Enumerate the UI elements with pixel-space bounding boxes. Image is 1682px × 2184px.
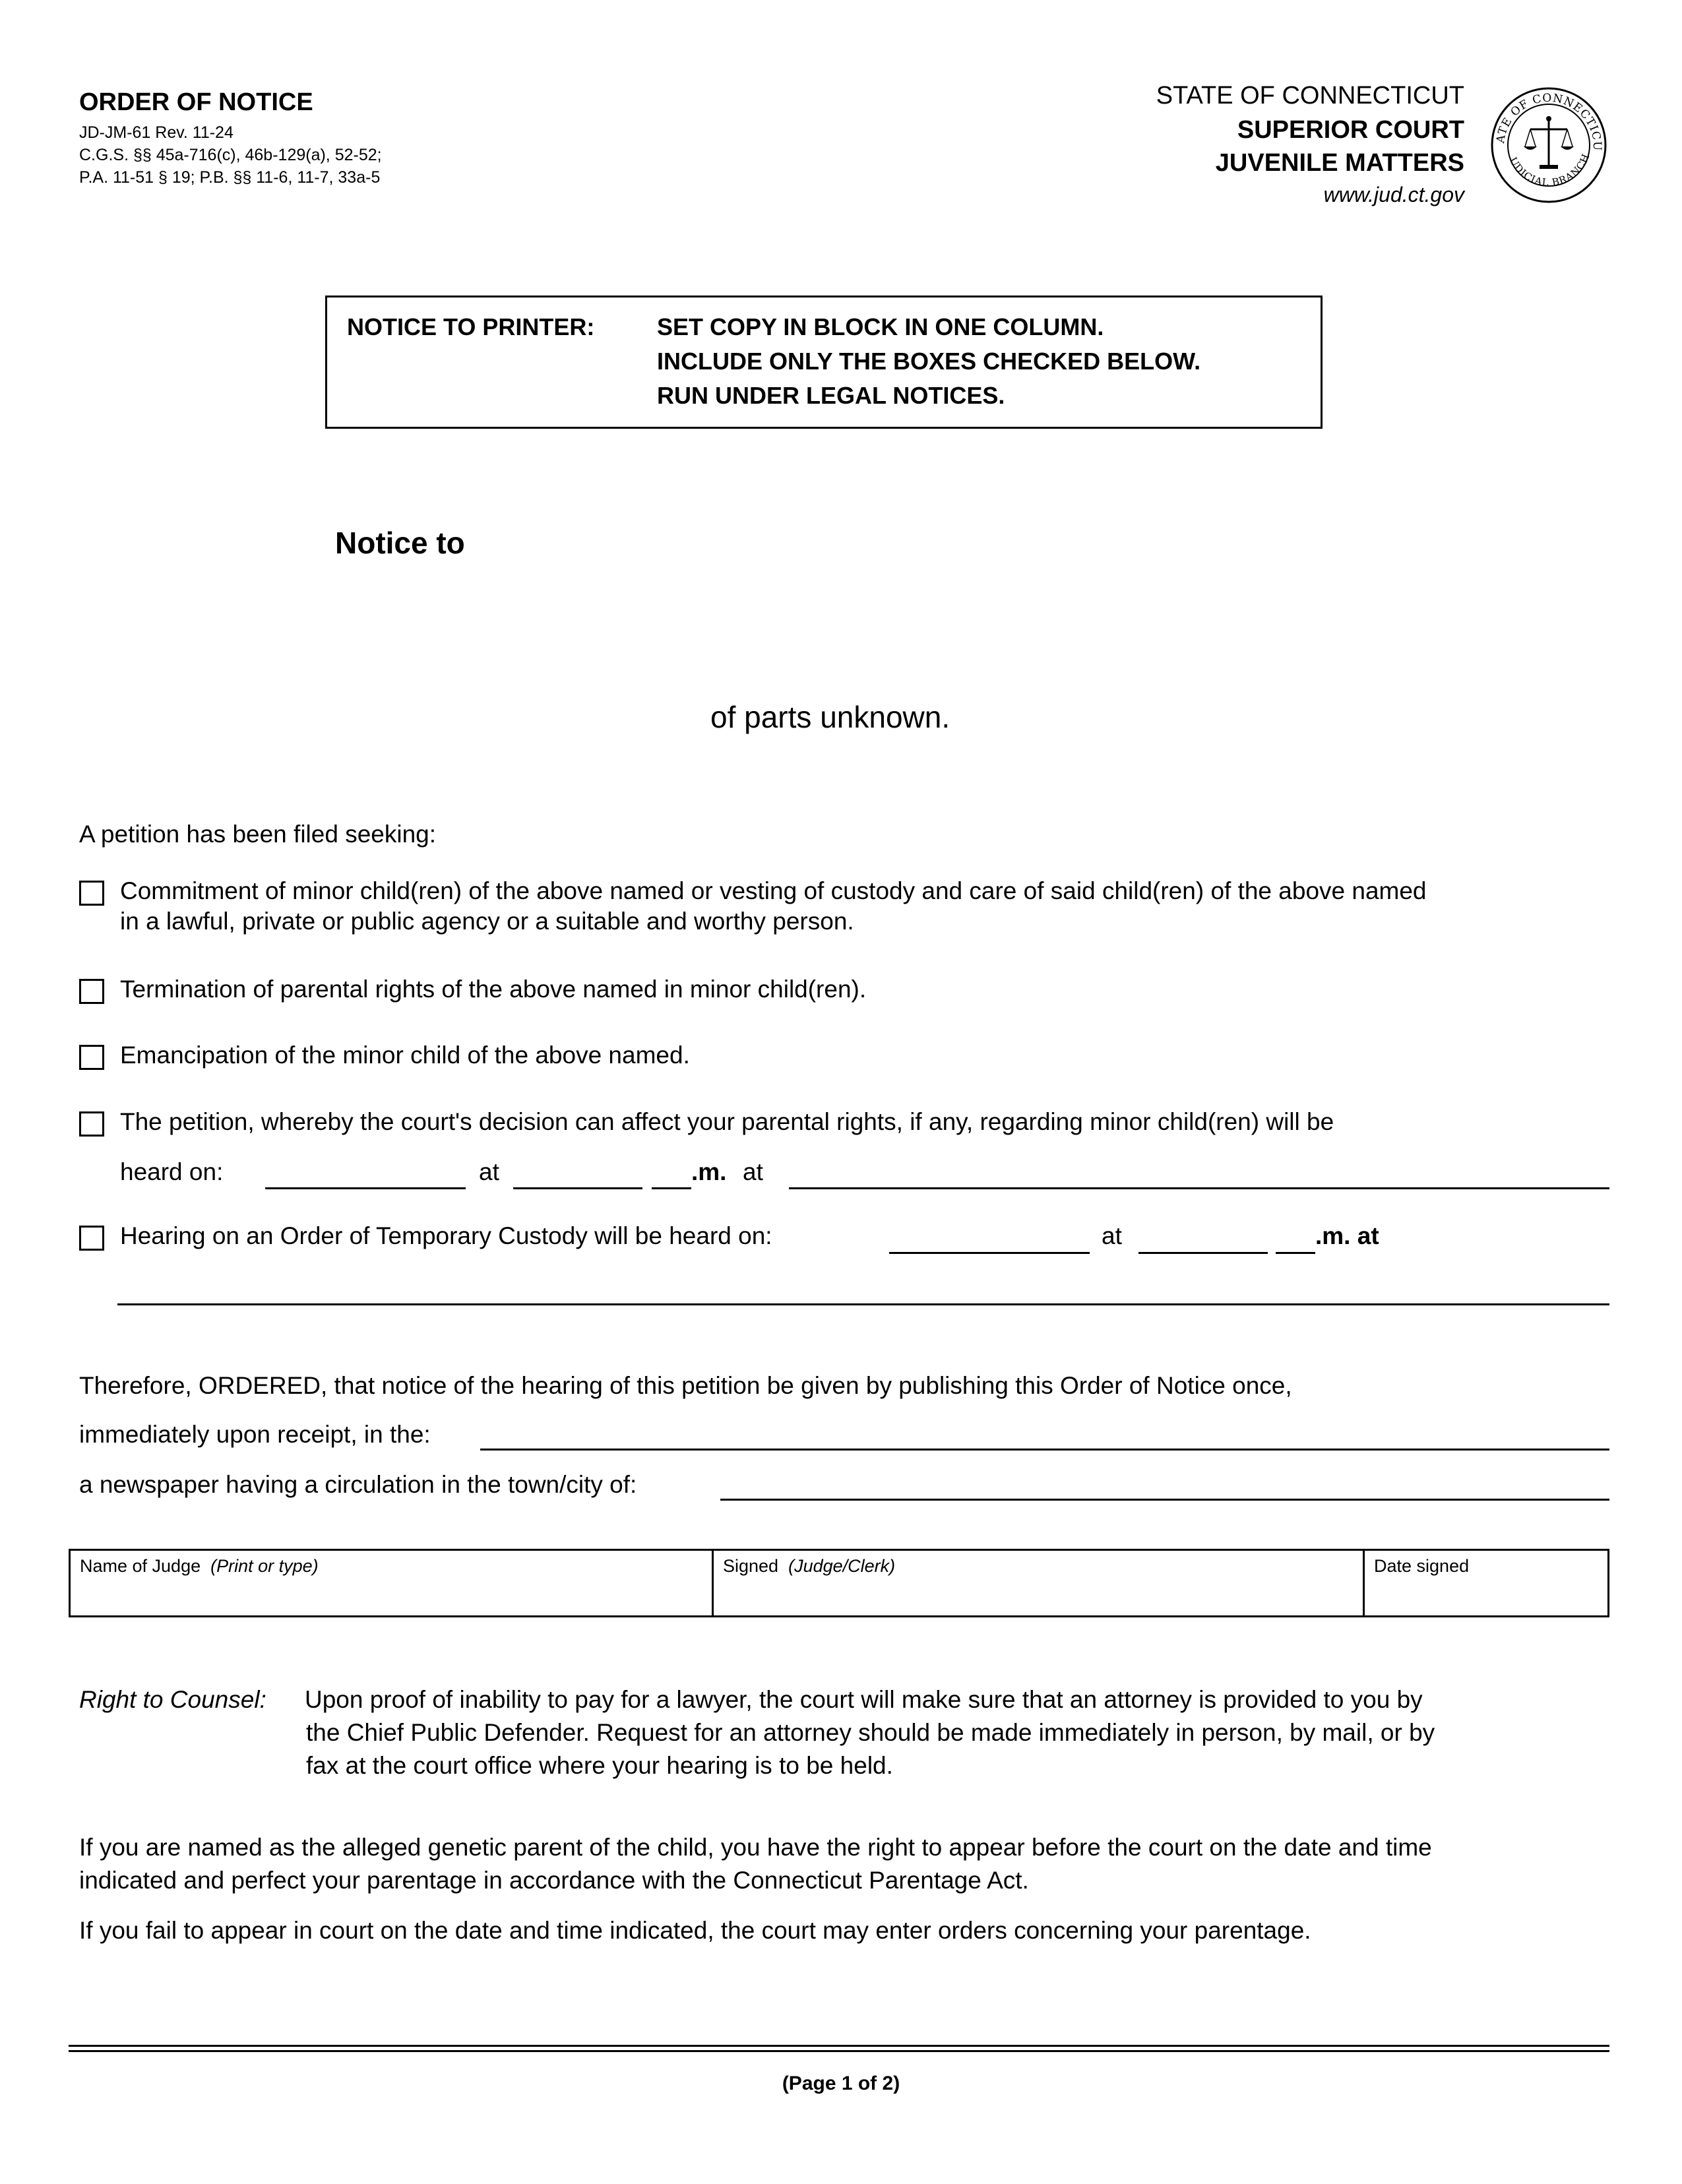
order-text-line-1: Therefore, ORDERED, that notice of the hearing of this petition be given by publishing this Order of Notice once,: [79, 1372, 1292, 1399]
printer-notice-line-3: RUN UNDER LEGAL NOTICES.: [657, 382, 1005, 409]
printer-notice-box: [325, 296, 1323, 429]
notice-to-label: Notice to: [335, 526, 465, 560]
judge-name-input[interactable]: [80, 1581, 702, 1611]
court-division: JUVENILE MATTERS: [1215, 149, 1464, 177]
form-number: JD-JM-61 Rev. 11-24: [79, 123, 234, 142]
otc-location-input[interactable]: [117, 1273, 1612, 1303]
otc-date-input[interactable]: [889, 1222, 1092, 1252]
signed-cell: [714, 1551, 1365, 1615]
right-to-counsel-label: Right to Counsel:: [79, 1686, 266, 1713]
temporary-custody-text: Hearing on an Order of Temporary Custody will be heard on:: [120, 1222, 772, 1249]
heard-on-label: heard on:: [120, 1158, 224, 1185]
svg-text:JUDICIAL BRANCH: UDICIAL BRANCH: [1507, 152, 1592, 189]
printer-notice-label: NOTICE TO PRINTER:: [347, 313, 595, 340]
footer-rule-bottom: [69, 2050, 1609, 2052]
website: www.jud.ct.gov: [1323, 183, 1464, 206]
failure-to-appear-text: If you fail to appear in court on the date and time indicated, the court may enter orders concerning your parentage.: [79, 1917, 1311, 1944]
counsel-text-line-3: fax at the court office where your hearing is to be held.: [306, 1752, 893, 1779]
newspaper-line: [480, 1449, 1609, 1451]
counsel-text-line-1: Upon proof of inability to pay for a lawyer, the court will make sure that an attorney is provided to you by: [305, 1686, 1423, 1713]
otc-ampm-line: [1276, 1252, 1315, 1254]
counsel-text-line-2: the Chief Public Defender. Request for an attorney should be made immediately in person, by mail, or by: [306, 1719, 1435, 1746]
commitment-text-line-1: Commitment of minor child(ren) of the above named or vesting of custody and care of said child(ren) of the above named: [120, 877, 1427, 904]
termination-checkbox[interactable]: [79, 979, 104, 1004]
termination-text: Termination of parental rights of the above named in minor child(ren).: [120, 976, 867, 1003]
signature-table: [69, 1549, 1609, 1617]
newspaper-label: immediately upon receipt, in the:: [79, 1421, 431, 1448]
signed-sublabel: (Judge/Clerk): [788, 1556, 896, 1576]
svg-text:STATE OF CONNECTICUT: ATE OF CONNECTICU: [1494, 91, 1604, 152]
judicial-seal-logo: [1489, 86, 1608, 204]
court-name: SUPERIOR COURT: [1237, 116, 1464, 144]
hearing-time-input[interactable]: [513, 1157, 645, 1187]
parental-rights-checkbox[interactable]: [79, 1111, 104, 1137]
date-signed-input[interactable]: [1374, 1581, 1598, 1611]
date-signed-label: Date signed: [1374, 1556, 1470, 1576]
judge-name-sublabel: (Print or type): [210, 1556, 319, 1576]
town-city-line: [720, 1499, 1609, 1501]
parentage-text-line-2: indicated and perfect your parentage in accordance with the Connecticut Parentage Act.: [79, 1867, 1029, 1894]
printer-notice-line-1: SET COPY IN BLOCK IN ONE COLUMN.: [657, 313, 1104, 340]
otc-date-line: [889, 1252, 1090, 1254]
commitment-checkbox[interactable]: [79, 881, 104, 906]
otc-time-input[interactable]: [1138, 1222, 1270, 1252]
town-city-label: a newspaper having a circulation in the town/city of:: [79, 1471, 637, 1498]
signed-label: Signed: [723, 1556, 779, 1576]
otc-at-label: at: [1102, 1222, 1122, 1249]
otc-ampm-input[interactable]: [1276, 1222, 1318, 1252]
judge-name-cell: [71, 1551, 714, 1615]
date-signed-cell: [1365, 1551, 1607, 1615]
town-city-input[interactable]: [720, 1468, 1612, 1499]
petition-intro: A petition has been filed seeking:: [79, 821, 436, 848]
hearing-location-line: [789, 1187, 1609, 1189]
form-title: ORDER OF NOTICE: [79, 88, 313, 116]
temporary-custody-checkbox[interactable]: [79, 1226, 104, 1251]
state-name: STATE OF CONNECTICUT: [1156, 82, 1464, 109]
otc-time-line: [1138, 1252, 1268, 1254]
at-location-label: at: [743, 1158, 763, 1185]
hearing-date-line: [265, 1187, 466, 1189]
page-number: (Page 1 of 2): [782, 2073, 900, 2094]
otc-m-at-label: .m. at: [1315, 1222, 1379, 1249]
commitment-text-line-2: in a lawful, private or public agency or a suitable and worthy person.: [120, 908, 854, 935]
hearing-ampm-input[interactable]: [652, 1157, 694, 1187]
newspaper-input[interactable]: [480, 1418, 1612, 1449]
m-label: .m.: [691, 1158, 727, 1185]
hearing-time-line: [513, 1187, 642, 1189]
otc-location-line: [117, 1303, 1609, 1305]
hearing-date-input[interactable]: [265, 1157, 468, 1187]
statutes-line-1: C.G.S. §§ 45a-716(c), 46b-129(a), 52-52;: [79, 146, 382, 164]
at-label: at: [479, 1158, 499, 1185]
notice-to-names-field[interactable]: [488, 521, 1612, 675]
emancipation-checkbox[interactable]: [79, 1045, 104, 1070]
hearing-location-input[interactable]: [789, 1157, 1612, 1187]
printer-notice-line-2: INCLUDE ONLY THE BOXES CHECKED BELOW.: [657, 348, 1201, 375]
signed-input[interactable]: [723, 1581, 1354, 1611]
statutes-line-2: P.A. 11-51 § 19; P.B. §§ 11-6, 11-7, 33a-5: [79, 168, 381, 187]
judge-name-label: Name of Judge: [80, 1556, 201, 1576]
parentage-text-line-1: If you are named as the alleged genetic parent of the child, you have the right to appear before the court on the date and time: [79, 1834, 1432, 1861]
footer-rule-top: [69, 2045, 1609, 2047]
emancipation-text: Emancipation of the minor child of the above named.: [120, 1042, 690, 1069]
hearing-ampm-line: [652, 1187, 691, 1189]
parts-unknown-text: of parts unknown.: [710, 700, 950, 734]
parental-rights-text: The petition, whereby the court's decision can affect your parental rights, if any, regarding minor child(ren) will be: [120, 1108, 1334, 1135]
